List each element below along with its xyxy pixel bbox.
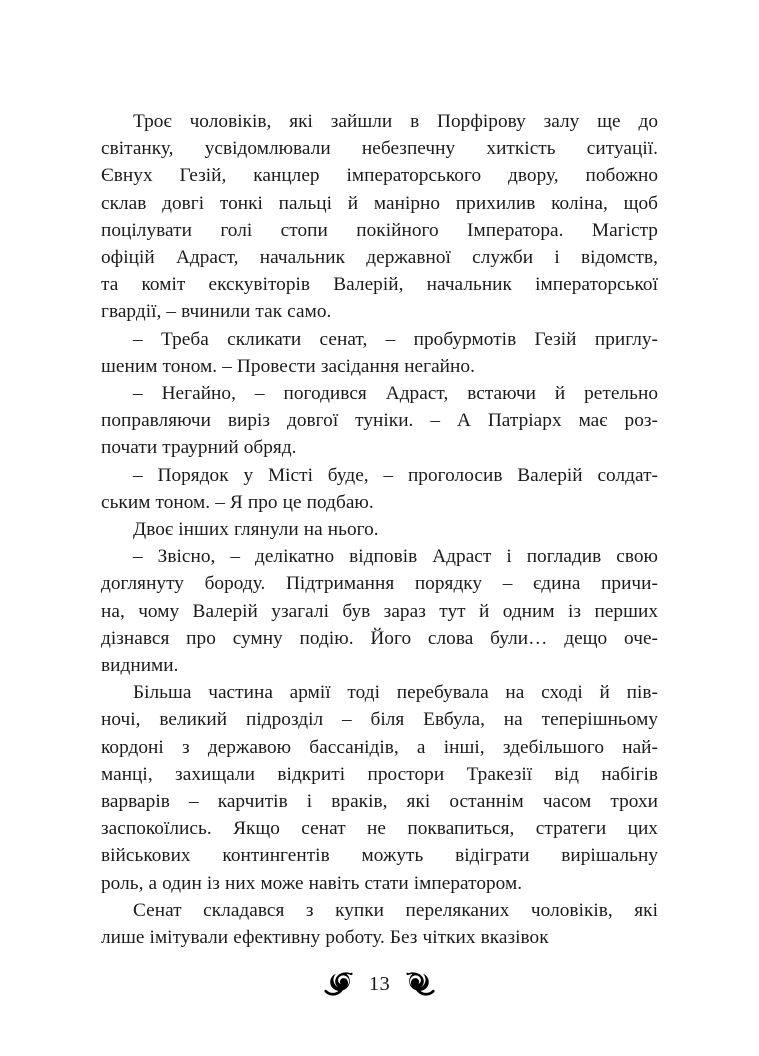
text-line: ночі, великий підрозділ – біля Евбула, на теперішньому bbox=[101, 709, 658, 731]
text-line: на, чому Валерій узагалі був зараз тут й одним із перших bbox=[101, 600, 658, 622]
text-line: шеним тоном. – Провести засідання негайно. bbox=[101, 355, 475, 377]
paragraph bbox=[101, 326, 658, 380]
leaf-ornament-icon-right bbox=[403, 970, 439, 1000]
text-line: видними. bbox=[101, 655, 179, 677]
text-line: почати траурний обряд. bbox=[101, 437, 297, 459]
text-line: світанку, усвідомлювали небезпечну хиткість ситуації. bbox=[101, 138, 658, 160]
text-line: манці, захищали відкриті простори Тракезії від набігів bbox=[101, 763, 658, 785]
text-line: поправляючи виріз довгої туніки. – А Патріарх має роз- bbox=[101, 410, 658, 432]
text-line: Більша частина армії тоді перебувала на сході й пів- bbox=[133, 682, 658, 704]
text-line: варварів – карчитів і враків, які останнім часом трохи bbox=[101, 791, 658, 813]
paragraph bbox=[101, 380, 658, 462]
text-line: Двоє інших глянули на нього. bbox=[133, 519, 379, 541]
paragraph bbox=[101, 108, 658, 326]
leaf-ornament-icon-left bbox=[320, 970, 356, 1000]
page-footer bbox=[0, 962, 759, 1008]
text-line: – Негайно, – погодився Адраст, встаючи й ретельно bbox=[133, 383, 658, 405]
text-line: офіцій Адраст, начальник державної служби і відомств, bbox=[101, 247, 658, 269]
paragraph bbox=[101, 679, 658, 897]
text-line: дізнався про сумну подію. Його слова були… дещо оче- bbox=[101, 627, 658, 649]
body-text-column bbox=[101, 108, 658, 951]
text-line: ським тоном. – Я про це подбаю. bbox=[101, 491, 374, 513]
text-line: та коміт екскувіторів Валерій, начальник імператорської bbox=[101, 274, 658, 296]
text-line: військових контингентів можуть відіграти вирішальну bbox=[101, 845, 658, 867]
text-line: кордоні з державою бассанідів, а інші, здебільшого най- bbox=[101, 736, 658, 758]
text-line: доглянуту бороду. Підтримання порядку – єдина причи- bbox=[101, 573, 658, 595]
paragraph bbox=[101, 543, 658, 679]
text-line: Троє чоловіків, які зайшли в Порфірову залу ще до bbox=[133, 111, 658, 132]
paragraph bbox=[101, 897, 658, 951]
text-line: гвардії, – вчинили так само. bbox=[101, 301, 332, 323]
page-number: 13 bbox=[368, 972, 391, 995]
text-line: лише імітували ефективну роботу. Без чітких вказівок bbox=[101, 927, 549, 949]
paragraph bbox=[101, 462, 658, 516]
text-line: Євнух Гезій, канцлер імператорського двору, побожно bbox=[101, 165, 658, 187]
text-line: роль, а один із них може навіть стати імператором. bbox=[101, 872, 523, 894]
paragraph bbox=[101, 516, 658, 543]
text-line: заспокоїлись. Якщо сенат не поквапиться, стратеги цих bbox=[101, 818, 658, 840]
text-line: склав довгі тонкі пальці й манірно прихилив коліна, щоб bbox=[101, 192, 658, 214]
text-line: – Звісно, – делікатно відповів Адраст і погладив свою bbox=[133, 546, 658, 568]
text-line: поцілувати голі стопи покійного Імператора. Магістр bbox=[101, 219, 658, 241]
text-line: – Треба скликати сенат, – пробурмотів Гезій приглу- bbox=[133, 328, 658, 350]
text-line: – Порядок у Місті буде, – проголосив Валерій солдат- bbox=[133, 464, 658, 486]
text-line: Сенат складався з купки переляканих чоловіків, які bbox=[133, 899, 658, 921]
